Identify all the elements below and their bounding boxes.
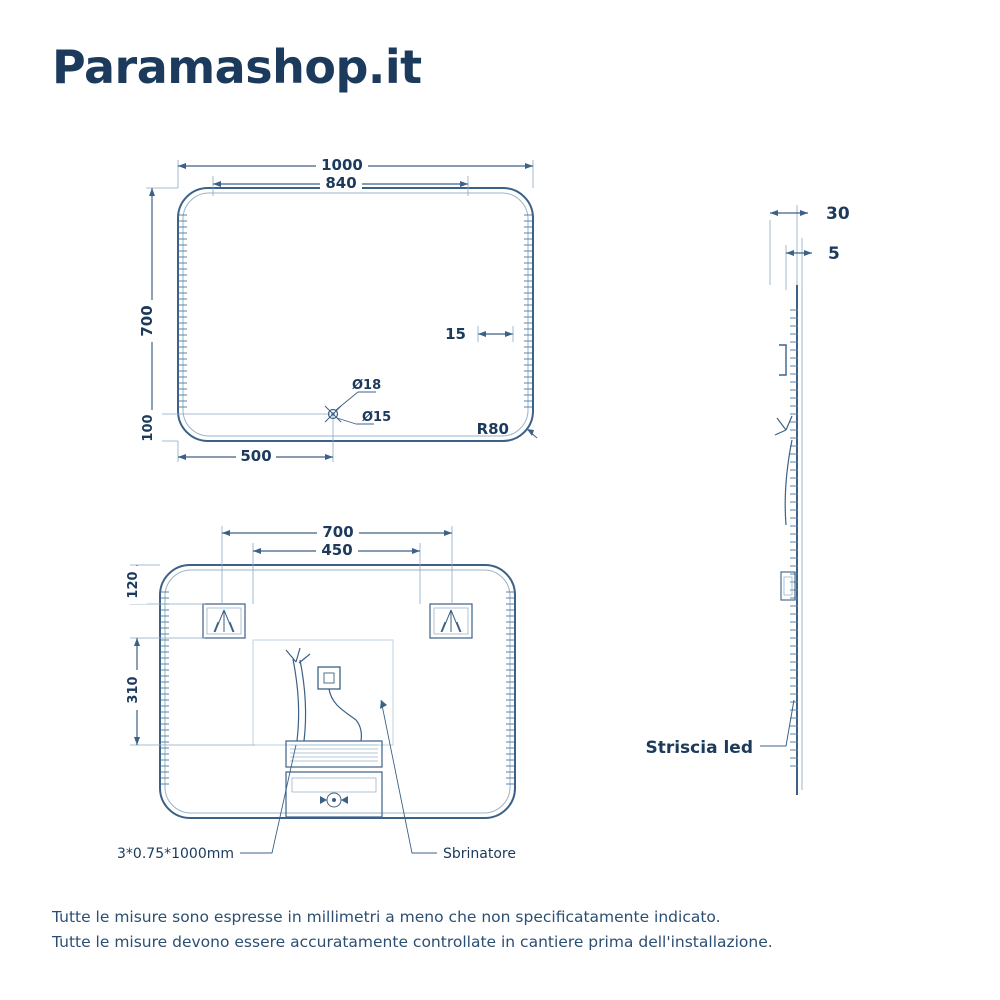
brand-title: Paramashop.it — [52, 40, 422, 94]
side-view — [645, 204, 849, 795]
dim-corner-radius-label: R80 — [476, 420, 509, 438]
demister-leader — [380, 700, 516, 862]
dim-total-depth-label: 30 — [826, 204, 850, 224]
dim-total-depth — [770, 204, 850, 224]
back-led-hatching — [161, 592, 514, 784]
dim-edge-offset-label: 15 — [445, 325, 466, 343]
note-line-2: Tutte le misure devono essere accuratamente controllate in cantiere prima dell'installazione. — [52, 933, 773, 951]
mounting-bracket-left — [203, 604, 245, 638]
dim-glass-thickness-label: 5 — [828, 244, 840, 264]
back-panel-region — [253, 640, 393, 745]
dim-overall-width — [178, 155, 533, 174]
dim-inner-width-label: 840 — [325, 174, 357, 192]
back-mirror-outline — [160, 565, 515, 818]
demister-label: Sbrinatore — [443, 846, 516, 862]
dim-bottom-offset — [141, 410, 162, 444]
side-wiring — [775, 416, 792, 525]
dim-overall-width-label: 1000 — [321, 156, 363, 174]
led-strip-label: Striscia led — [645, 738, 753, 758]
led-strip-leader — [645, 700, 794, 758]
back-demister-pad — [286, 772, 382, 817]
dim-overall-height-label: 700 — [138, 305, 156, 337]
front-mirror-outline — [178, 188, 533, 441]
dim-inner-width — [213, 174, 468, 192]
back-wiring — [286, 648, 361, 741]
front-hole-symbol — [325, 378, 391, 425]
dim-hole-center-x — [178, 447, 333, 465]
dim-hole-inner-label: Ø15 — [362, 410, 392, 425]
back-driver-box — [286, 741, 382, 767]
mounting-bracket-right — [430, 604, 472, 638]
dim-bottom-offset-label: 100 — [141, 414, 156, 442]
dim-edge-offset — [445, 325, 513, 343]
note-line-1: Tutte le misure sono espresse in millimetri a meno che non specificatamente indicato. — [52, 908, 721, 926]
back-view — [117, 523, 516, 862]
dim-hole-outer-label: Ø18 — [352, 378, 382, 393]
dim-switch-offset-label: 310 — [126, 676, 141, 704]
side-extension-lines — [770, 205, 802, 290]
back-switch-box — [318, 667, 340, 689]
dim-bracket-inner-span — [253, 541, 420, 559]
cable-leader — [117, 745, 296, 862]
dim-bracket-inner-span-label: 450 — [321, 541, 353, 559]
cable-label: 3*0.75*1000mm — [117, 846, 234, 862]
dim-overall-height — [138, 188, 162, 441]
dim-bracket-top-offset-label: 120 — [126, 571, 141, 599]
back-extension-lines — [130, 526, 452, 745]
dim-bracket-top-offset — [126, 565, 147, 604]
dim-hole-center-x-label: 500 — [240, 447, 272, 465]
front-view — [138, 155, 537, 465]
dim-bracket-span — [222, 523, 452, 541]
dim-glass-thickness — [786, 244, 840, 264]
back-mirror-inner-outline — [165, 570, 510, 813]
front-mirror-inner-outline — [183, 193, 528, 436]
dim-bracket-span-label: 700 — [322, 523, 354, 541]
dim-switch-offset — [126, 638, 147, 745]
front-extension-lines — [146, 160, 533, 462]
